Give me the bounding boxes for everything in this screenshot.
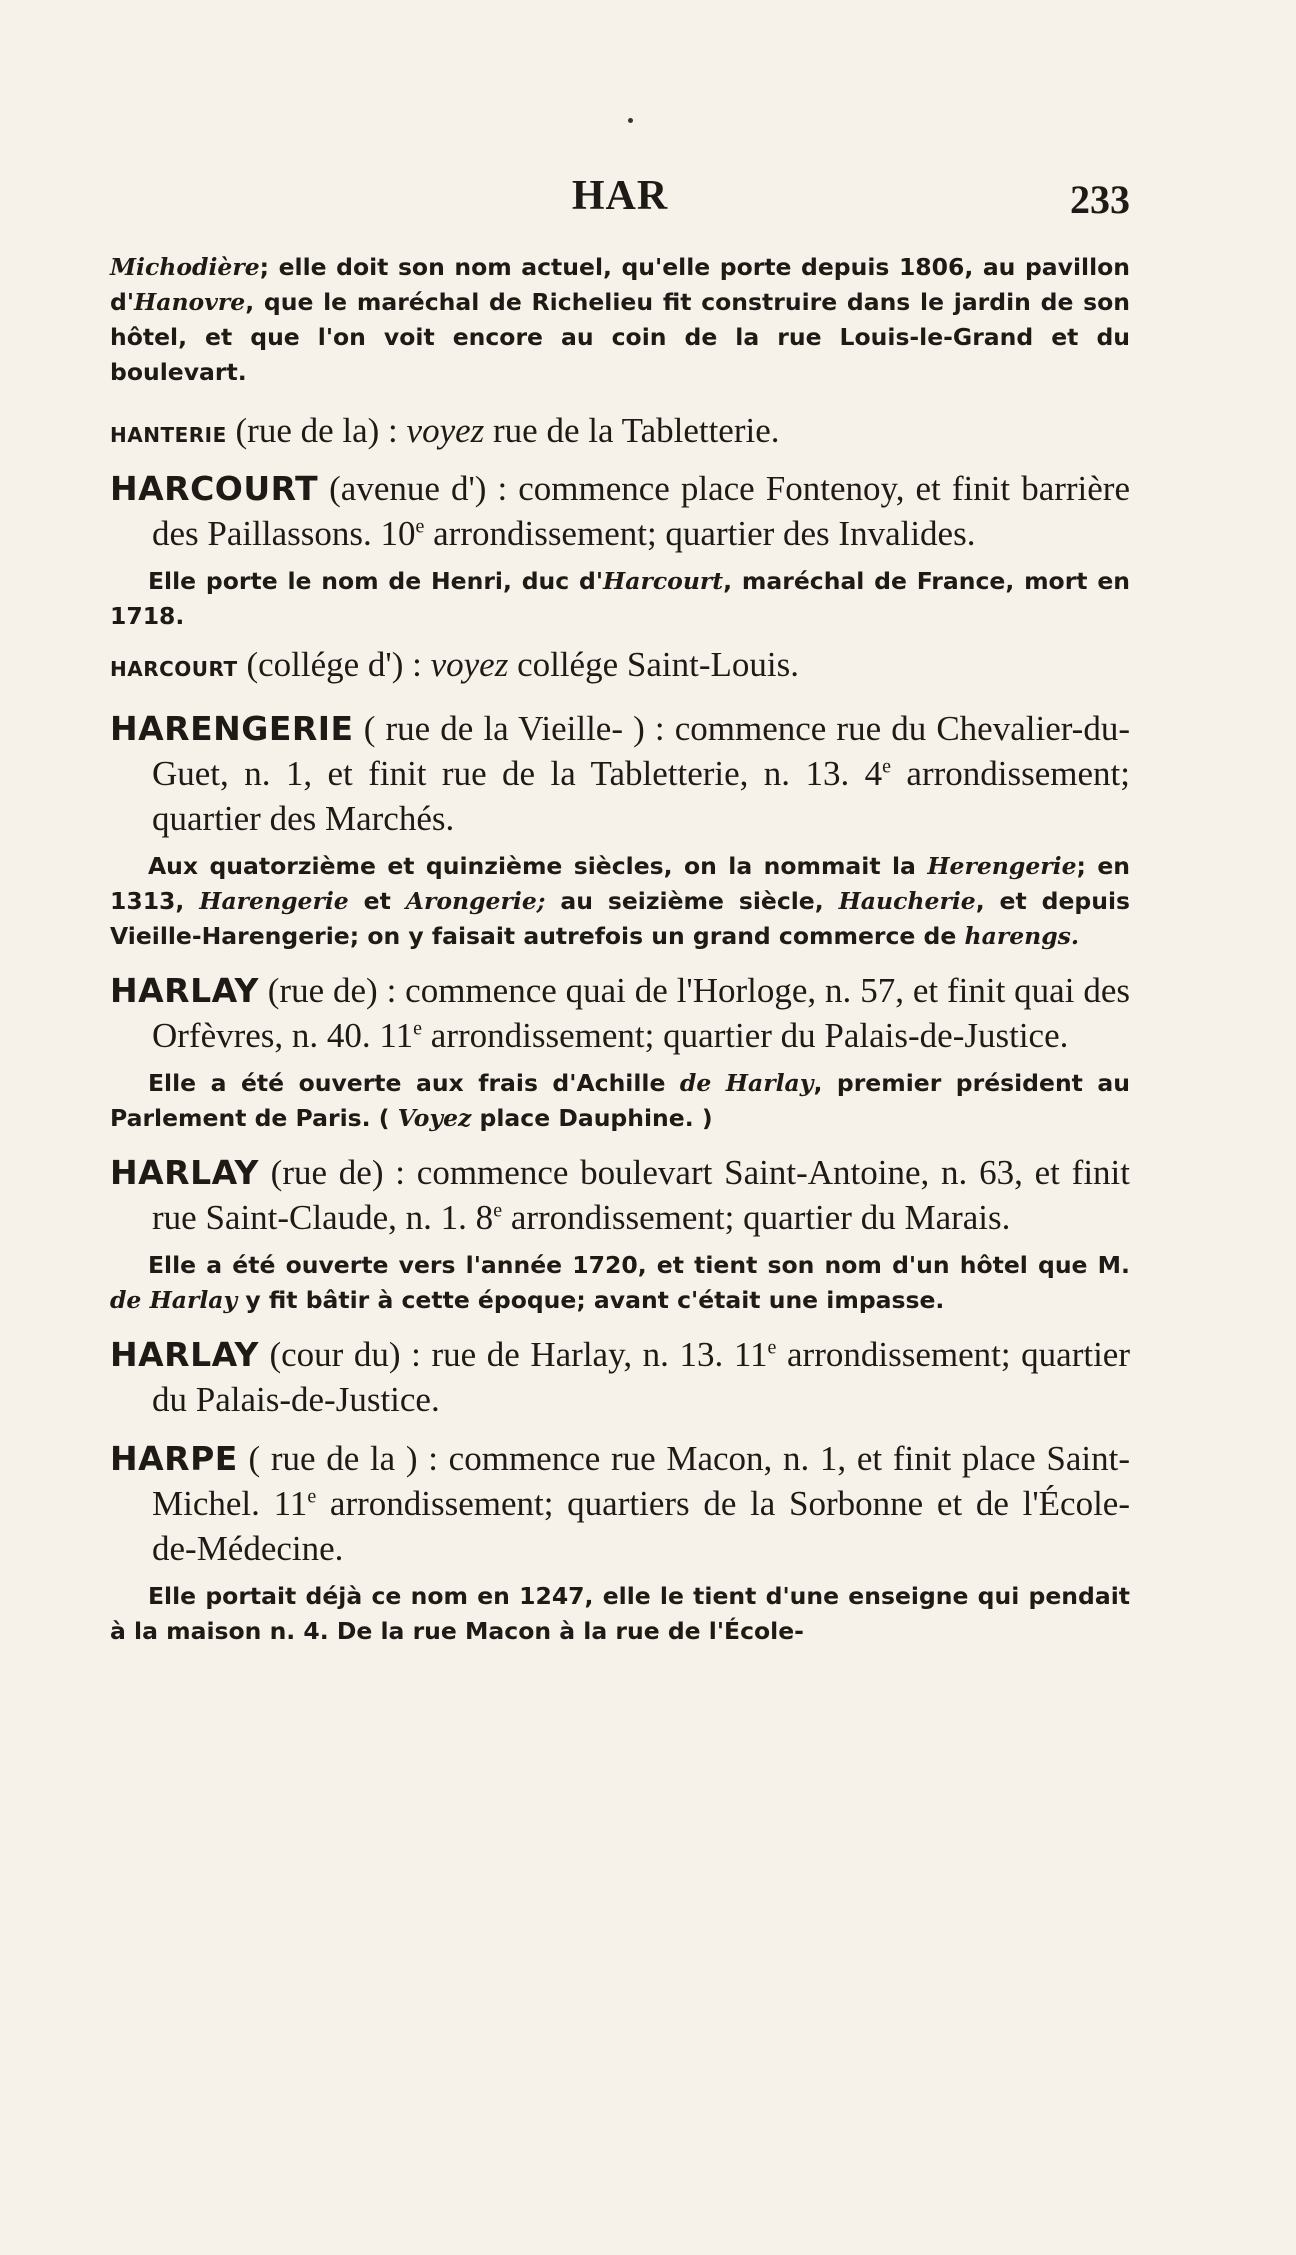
- entry-harlay-cour: [110, 1332, 1130, 1422]
- superscript: e: [415, 515, 425, 538]
- page-number: 233: [1070, 177, 1130, 222]
- entry-italic: voyez: [430, 645, 509, 684]
- note-italic: de Harlay: [679, 1069, 814, 1097]
- entry-headword: HARCOURT: [110, 469, 319, 508]
- superscript: e: [493, 1199, 503, 1222]
- entry-text: arrondissement; quartier du Marais.: [502, 1198, 1011, 1237]
- running-head-title: HAR: [571, 173, 669, 219]
- entry-text: rue de la Tabletterie.: [484, 411, 780, 450]
- note-italic: Harengerie: [199, 887, 349, 915]
- entry-text: (cour du) : rue de Harlay, n. 13. 11: [258, 1335, 768, 1374]
- note-italic: Hanovre: [134, 288, 246, 316]
- note-italic: Arongerie;: [405, 887, 546, 915]
- entry-text: collége Saint-Louis.: [508, 645, 799, 684]
- superscript: e: [882, 755, 892, 778]
- entry-text: ( rue de la Vieille- ) : commence rue du Chevalier-du-Guet, n. 1, et finit rue de la Tabletterie, n. 13. 4: [152, 709, 1130, 793]
- continued-note: [110, 250, 1130, 390]
- entry-text: (rue de la) :: [226, 411, 407, 450]
- entry-harlay-1: [110, 968, 1130, 1058]
- note-italic: Haucherie: [838, 887, 976, 915]
- note-italic: harengs.: [964, 922, 1080, 950]
- entry-harlay-2: [110, 1150, 1130, 1240]
- entry-headword: HARLAY: [110, 1335, 259, 1374]
- note-text: , maréchal de France, mort en 1718.: [110, 567, 1131, 630]
- note-text: Elle porte le nom de Henri, duc d': [148, 567, 604, 595]
- note-italic: Harcourt: [603, 567, 724, 595]
- entry-harengerie: [110, 706, 1130, 841]
- entry-italic: voyez: [406, 411, 485, 450]
- superscript: e: [767, 1336, 777, 1359]
- superscript: e: [413, 1017, 423, 1040]
- note-text: Aux quatorzième et quinzième siècles, on la nommait la: [148, 852, 928, 880]
- superscript: e: [307, 1485, 317, 1508]
- entry-text: arrondissement; quartier des Marchés.: [152, 754, 1130, 838]
- note-text: ; en 1313,: [110, 852, 1131, 915]
- entry-note: [110, 1066, 1130, 1136]
- note-text: Elle a été ouverte aux frais d'Achille: [148, 1069, 680, 1097]
- note-text: Elle portait déjà ce nom en 1247, elle le tient d'une enseigne qui pendait à la maison n. 4. De la rue Macon à la rue de l'École-: [110, 1582, 1130, 1645]
- entry-text: ( rue de la ) : commence rue Macon, n. 1, et finit place Saint-Michel. 11: [152, 1439, 1130, 1523]
- running-head: [110, 172, 1130, 228]
- page-body: [110, 250, 1130, 1649]
- note-italic: Michodière: [110, 253, 260, 281]
- note-text: au seizième siècle,: [545, 887, 839, 915]
- entry-harcourt-avenue: [110, 466, 1130, 556]
- note-text: , que le maréchal de Richelieu fit construire dans le jardin de son hôtel, et que l'on voit encore au coin de la rue Louis-le-Grand et du boulevart.: [110, 288, 1130, 386]
- entry-headword: HARCOURT: [110, 657, 238, 681]
- entry-headword: HARLAY: [110, 971, 259, 1010]
- entry-harpe: [110, 1436, 1130, 1571]
- entry-text: (rue de) : commence boulevart Saint-Antoine, n. 63, et finit rue Saint-Claude, n. 1. 8: [152, 1153, 1130, 1237]
- entry-note: [110, 849, 1130, 954]
- entry-text: arrondissement; quartier du Palais-de-Justice.: [152, 1335, 1130, 1419]
- note-italic: Voyez: [397, 1104, 472, 1132]
- entry-text: (avenue d') : commence place Fontenoy, et finit barrière des Paillassons. 10: [152, 469, 1130, 553]
- entry-note: [110, 564, 1130, 634]
- note-text: Elle a été ouverte vers l'année 1720, et tient son nom d'un hôtel que M.: [148, 1251, 1130, 1279]
- entry-headword: HANTERIE: [110, 423, 227, 447]
- entry-note: [110, 1579, 1130, 1649]
- entry-harcourt-college: [110, 642, 1130, 692]
- note-text: ; elle doit son nom actuel, qu'elle porte depuis 1806, au pavillon d': [110, 253, 1130, 316]
- note-text: place Dauphine. ): [471, 1104, 713, 1132]
- note-italic: Herengerie: [927, 852, 1077, 880]
- entry-headword: HARLAY: [110, 1153, 259, 1192]
- entry-text: arrondissement; quartier du Palais-de-Justice.: [422, 1016, 1069, 1055]
- entry-hanterie: [110, 408, 1130, 458]
- note-text: y fit bâtir à cette époque; avant c'était une impasse.: [237, 1286, 945, 1314]
- ink-speck: [628, 118, 633, 123]
- note-text: , et depuis Vieille-Harengerie; on y faisait autrefois un grand commerce de: [110, 887, 1130, 950]
- entry-text: (collége d') :: [237, 645, 431, 684]
- note-text: , premier président au Parlement de Paris. (: [110, 1069, 1130, 1132]
- entry-text: arrondissement; quartier des Invalides.: [424, 514, 976, 553]
- entry-note: [110, 1248, 1130, 1318]
- entry-text: arrondissement; quartiers de la Sorbonne et de l'École-de-Médecine.: [152, 1484, 1130, 1568]
- entry-headword: HARPE: [110, 1439, 238, 1478]
- entry-text: (rue de) : commence quai de l'Horloge, n. 57, et finit quai des Orfèvres, n. 40. 11: [152, 971, 1130, 1055]
- note-text: et: [348, 887, 406, 915]
- note-italic: de Harlay: [110, 1286, 238, 1314]
- entry-headword: HARENGERIE: [110, 709, 354, 748]
